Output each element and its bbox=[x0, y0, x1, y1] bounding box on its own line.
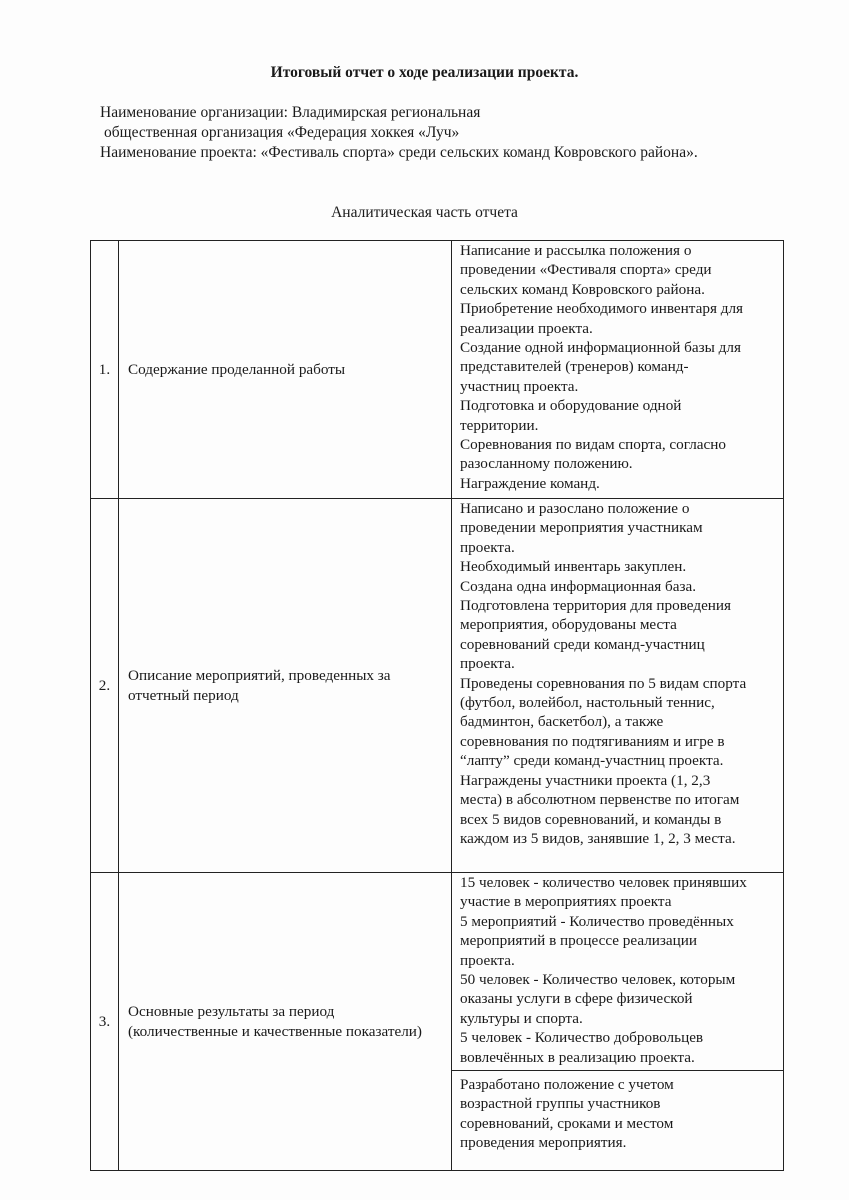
content-line: Награждены участники проекта (1, 2,3 bbox=[460, 771, 711, 789]
content-line: территории. bbox=[460, 416, 539, 434]
content-line: Соревнования по видам спорта, согласно bbox=[460, 436, 726, 454]
content-line: (футбол, волейбол, настольный теннис, bbox=[460, 694, 715, 712]
row-label: Содержание проделанной работы bbox=[119, 241, 452, 499]
content-line: культуры и спорта. bbox=[460, 1009, 583, 1027]
content-line: бадминтон, баскетбол), а также bbox=[460, 713, 664, 731]
content-line: 50 человек - Количество человек, которым bbox=[460, 971, 736, 989]
content-line: 15 человек - количество человек принявших bbox=[460, 874, 747, 891]
content-line: каждом из 5 видов, занявшие 1, 2, 3 места. bbox=[460, 829, 736, 847]
table-row bbox=[91, 499, 784, 873]
table-row bbox=[91, 873, 784, 1171]
content-line: участниц проекта. bbox=[460, 377, 579, 395]
table-row bbox=[91, 241, 784, 499]
content-line: проведения мероприятия. bbox=[460, 1134, 627, 1152]
row-label: Описание мероприятий, проведенных за отчетный период bbox=[119, 499, 452, 873]
row-number: 3. bbox=[91, 873, 119, 1171]
content-line: Разработано положение с учетом bbox=[460, 1076, 674, 1094]
content-line: проекта. bbox=[460, 538, 515, 556]
report-table bbox=[90, 240, 784, 1171]
row-number: 1. bbox=[91, 241, 119, 499]
content-line: возрастной группы участников bbox=[460, 1095, 661, 1113]
content-line: оказаны услуги в сфере физической bbox=[460, 990, 693, 1008]
content-line: проведении мероприятия участникам bbox=[460, 519, 703, 537]
report-meta bbox=[100, 103, 820, 163]
row-content bbox=[452, 241, 784, 499]
section-title: Аналитическая часть отчета bbox=[331, 204, 518, 221]
content-line: мероприятий в процессе реализации bbox=[460, 932, 698, 950]
content-line: Награждение команд. bbox=[460, 474, 600, 492]
organization-line-2: общественная организация «Федерация хоккея «Луч» bbox=[104, 124, 460, 141]
content-line: разосланному положению. bbox=[460, 455, 633, 473]
project-line: Наименование проекта: «Фестиваль спорта» среди сельских команд Ковровского района». bbox=[100, 144, 698, 161]
content-line: мероприятия, оборудованы места bbox=[460, 616, 677, 634]
row-label: Основные результаты за период (количественные и качественные показатели) bbox=[119, 873, 452, 1171]
content-line: вовлечённых в реализацию проекта. bbox=[460, 1048, 695, 1066]
content-line: Написание и рассылка положения о bbox=[460, 242, 692, 259]
content-line: реализации проекта. bbox=[460, 319, 593, 337]
content-line: соревнований, сроками и местом bbox=[460, 1114, 674, 1132]
content-line: Необходимый инвентарь закуплен. bbox=[460, 558, 687, 576]
content-line: Написано и разослано положение о bbox=[460, 500, 690, 517]
content-line: соревнований среди команд-участниц bbox=[460, 635, 705, 653]
report-title: Итоговый отчет о ходе реализации проекта. bbox=[270, 64, 579, 81]
row-number: 2. bbox=[91, 499, 119, 873]
content-line: представителей (тренеров) команд- bbox=[460, 358, 689, 376]
content-line: участие в мероприятиях проекта bbox=[460, 893, 672, 911]
content-line: 5 человек - Количество добровольцев bbox=[460, 1029, 704, 1047]
content-line: соревнования по подтягиваниям и игре в bbox=[460, 732, 725, 750]
content-line: Создание одной информационной базы для bbox=[460, 339, 741, 357]
content-line: места) в абсолютном первенстве по итогам bbox=[460, 791, 740, 809]
content-line: “лапту” среди команд-участниц проекта. bbox=[460, 752, 724, 770]
content-line: сельских команд Ковровского района. bbox=[460, 280, 705, 298]
content-line: 5 мероприятий - Количество проведённых bbox=[460, 912, 734, 930]
content-line: Проведены соревнования по 5 видам спорта bbox=[460, 674, 747, 692]
inner-cell-divider bbox=[452, 1070, 783, 1153]
content-line: проведении «Фестиваля спорта» среди bbox=[460, 261, 712, 279]
content-line: Создана одна информационная база. bbox=[460, 577, 697, 595]
content-line: Подготовка и оборудование одной bbox=[460, 397, 682, 415]
content-line: всех 5 видов соревнований, и команды в bbox=[460, 810, 722, 828]
organization-line-1: Наименование организации: Владимирская региональная bbox=[100, 104, 481, 121]
content-line: проекта. bbox=[460, 655, 515, 673]
content-line: проекта. bbox=[460, 951, 515, 969]
content-line: Подготовлена территория для проведения bbox=[460, 597, 732, 615]
row-content bbox=[452, 873, 784, 1171]
content-line: Приобретение необходимого инвентаря для bbox=[460, 300, 744, 318]
row-content bbox=[452, 499, 784, 873]
